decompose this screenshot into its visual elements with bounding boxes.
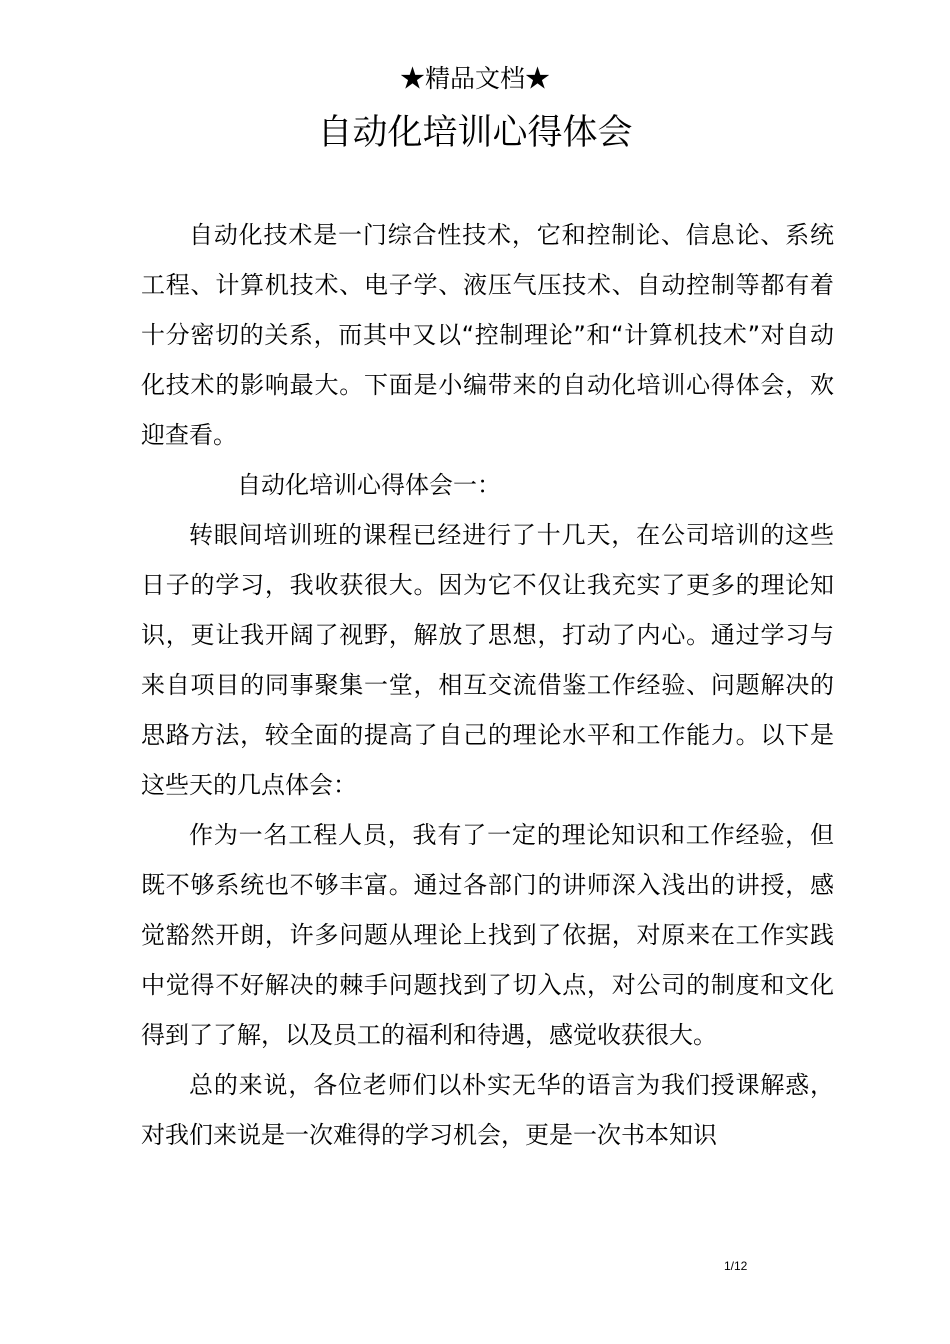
body-paragraph: 作为一名工程人员，我有了一定的理论知识和工作经验，但既不够系统也不够丰富。通过各部门的讲师深入浅出的讲授，感觉豁然开朗，许多问题从理论上找到了依据，对原来在工作实践中觉得不好解决的棘手问题找到了切入点，对公司的制度和文化得到了了解，以及员工的福利和待遇，感觉收获很大。 [141,821,834,1049]
document-title: 自动化培训心得体会 [317,113,633,153]
body-paragraph: 转眼间培训班的课程已经进行了十几天，在公司培训的这些日子的学习，我收获很大。因为它不仅让我充实了更多的理论知识，更让我开阔了视野，解放了思想，打动了内心。通过学习与来自项目的同事聚集一堂，相互交流借鉴工作经验、问题解决的思路方法，较全面的提高了自己的理论水平和工作能力。以下是这些天的几点体会： [141,521,834,799]
body-paragraph: 总的来说，各位老师们以朴实无华的语言为我们授课解惑，对我们来说是一次难得的学习机会，更是一次书本知识 [141,1071,834,1149]
section-heading: 自动化培训心得体会一： [237,471,501,499]
header-mark: ★精品文档★ [399,64,550,93]
document-body [141,210,834,1160]
page-number: 1/12 [724,1259,748,1273]
intro-paragraph: 自动化技术是一门综合性技术，它和控制论、信息论、系统工程、计算机技术、电子学、液压气压技术、自动控制等都有着十分密切的关系，而其中又以“控制理论”和“计算机技术”对自动化技术的影响最大。下面是小编带来的自动化培训心得体会，欢迎查看。 [141,221,834,449]
